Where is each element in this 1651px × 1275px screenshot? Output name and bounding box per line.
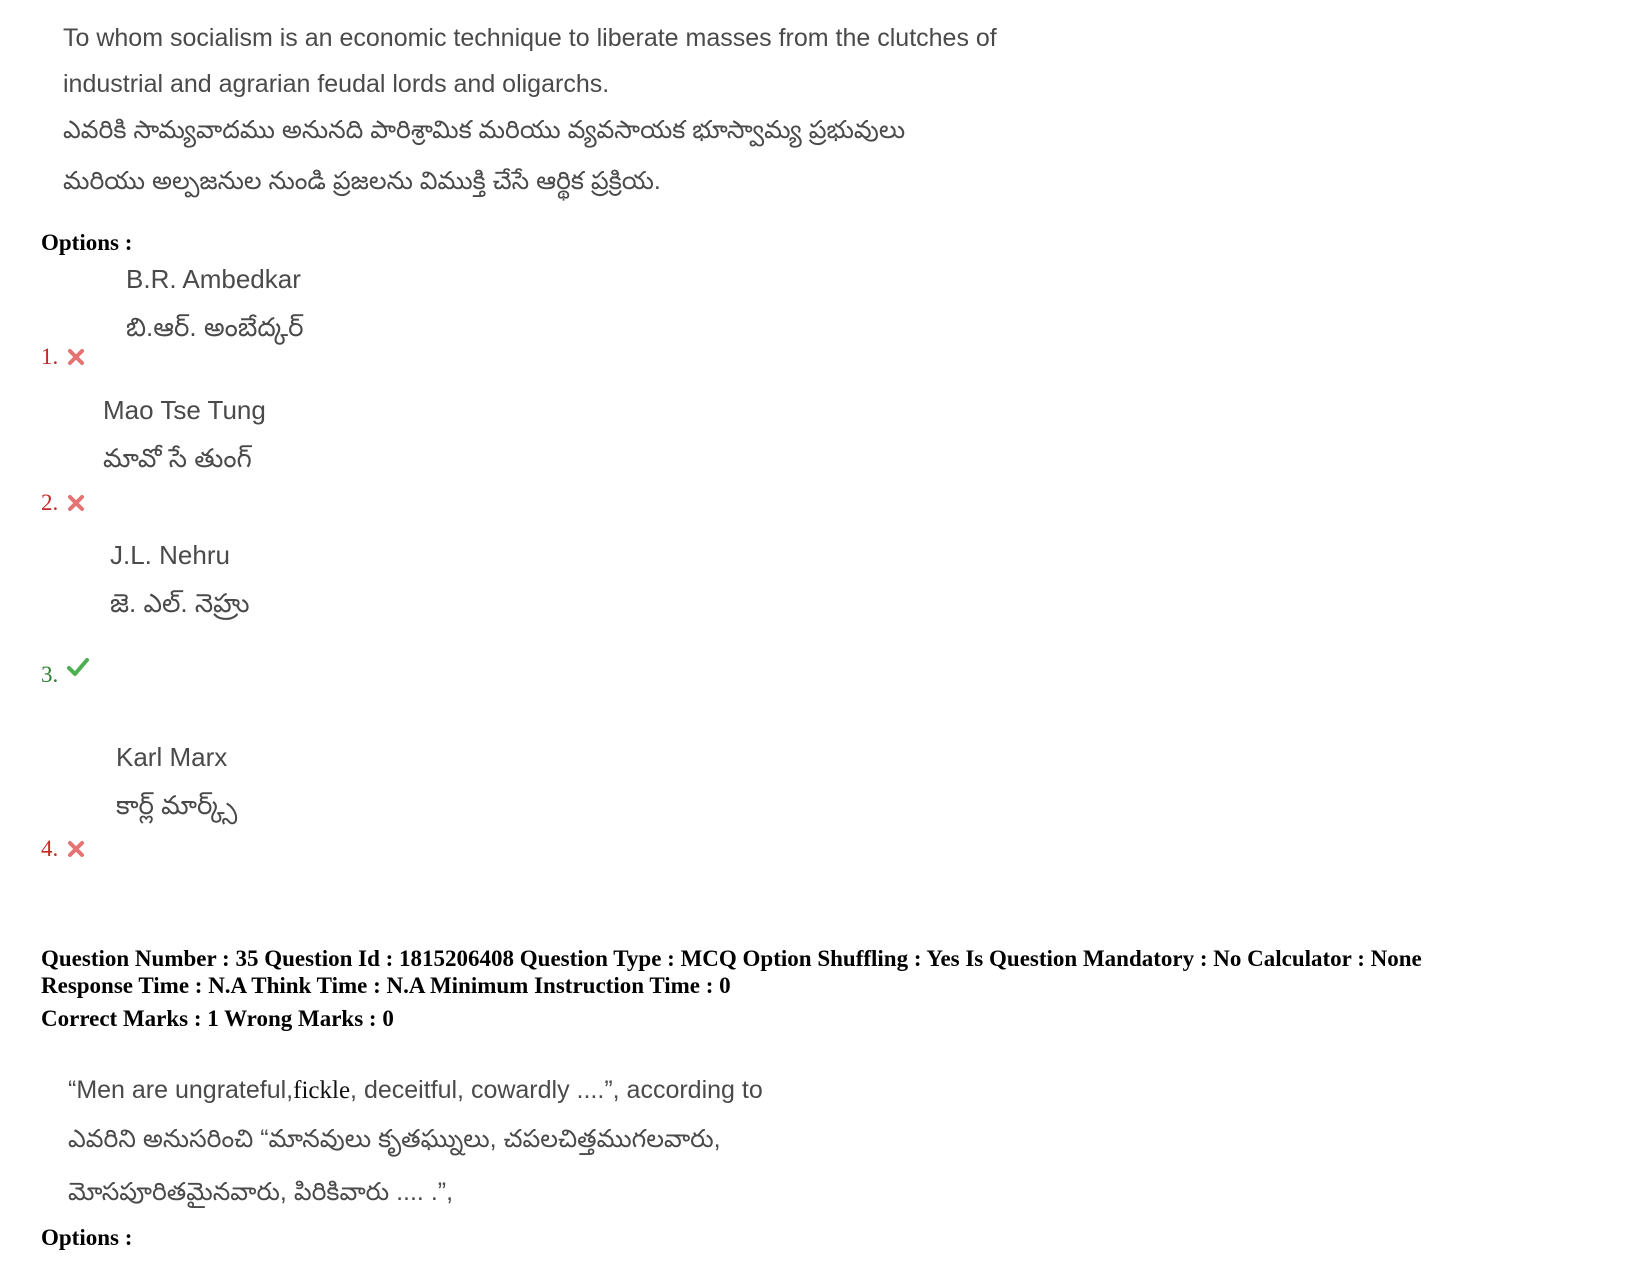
option-number: 1. [41,344,59,369]
option-number: 2. [41,490,59,515]
option-number: 3. [41,662,59,687]
question-meta-line: Response Time : N.A Think Time : N.A Minimum Instruction Time : 0 [41,973,731,998]
option-2-telugu: మావో సే తుంగ్ [103,443,252,473]
cross-icon [66,493,86,513]
question-text-line: industrial and agrarian feudal lords and oligarchs. [63,70,610,98]
option-2-marker [41,490,86,516]
option-1-marker [41,344,86,370]
question-text-line-telugu: ఎవరిని అనుసరించి “మానవులు కృతఘ్నులు, చపలచిత్తముగలవారు, [68,1125,721,1153]
options-label: Options : [41,1225,133,1250]
cross-icon [66,347,86,367]
option-4-english: Karl Marx [116,742,228,772]
question-text-line-telugu: మోసపూరితమైనవారు, పిరికివారు .... .”, [68,1178,454,1206]
question-text-line-telugu: ఎవరికి సామ్యవాదము అనునది పారిశ్రామిక మరియు వ్యవసాయక భూస్వామ్య ప్రభువులు [63,116,906,144]
option-number: 4. [41,836,59,861]
cross-icon [66,839,86,859]
option-1-english: B.R. Ambedkar [126,264,301,294]
question-text-segment: fickle [293,1077,351,1104]
question-text-line: To whom socialism is an economic technique to liberate masses from the clutches of [63,24,997,52]
option-4-telugu: కార్ల్ మార్క్స్ [116,790,238,820]
check-icon [66,657,90,677]
question-marks: Correct Marks : 1 Wrong Marks : 0 [41,1006,394,1031]
options-label: Options : [41,230,133,255]
option-3-english: J.L. Nehru [110,540,230,570]
question-text-line [68,1076,763,1105]
option-1-telugu: బి.ఆర్. అంబేద్కర్ [126,312,304,342]
question-meta-line: Question Number : 35 Question Id : 1815206408 Question Type : MCQ Option Shuffling : Yes Is Question Mandatory : No Calculator : None [41,946,1422,971]
question-text-segment: “Men are ungrateful, [68,1076,294,1104]
option-4-marker [41,836,86,862]
option-2-english: Mao Tse Tung [103,395,266,425]
question-text-segment: , deceitful, cowardly ....”, according to [350,1076,763,1104]
option-3-marker [41,662,90,688]
option-3-telugu: జె. ఎల్. నెహ్రు [110,588,250,618]
question-text-line-telugu: మరియు అల్పజనుల నుండి ప్రజలను విముక్తి చేసే ఆర్థిక ప్రక్రియ. [63,167,661,195]
